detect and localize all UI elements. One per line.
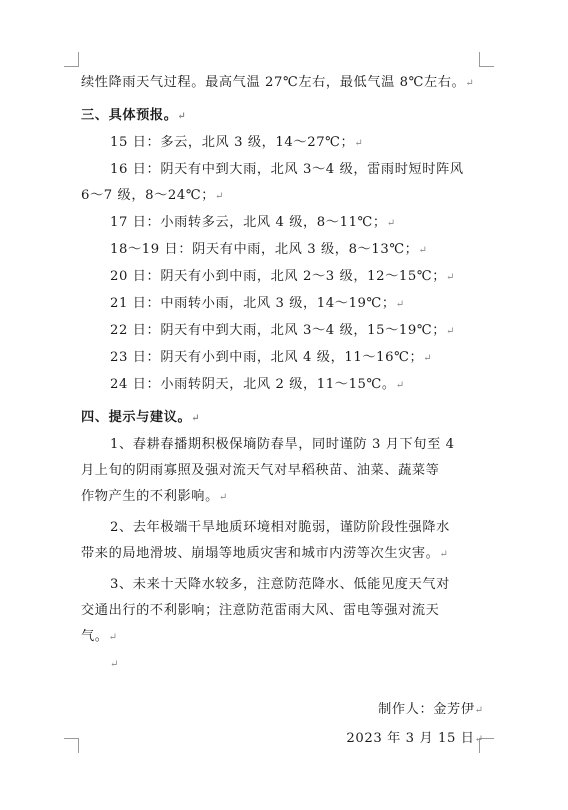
paragraph-mark: ↵ [395,299,405,310]
crop-mark-bottom-left [64,738,79,753]
section-heading-forecast: 三、具体预报。↵ [81,108,186,123]
crop-mark-top-left [64,52,79,67]
tip-line: 1、春耕春播期积极保墒防春旱，同时谨防 3 月下旬至 4 [110,437,455,452]
paragraph-intro-tail: 续性降雨天气过程。最高气温 27℃左右，最低气温 8℃左右。↵ [81,75,474,90]
paragraph-mark: ↵ [215,191,224,202]
tip-line: 交通出行的不利影响；注意防范雷雨大风、雷电等强对流天 [81,603,440,618]
paragraph-mark: ↵ [423,353,432,364]
section-heading-tips: 四、提示与建议。↵ [81,410,200,425]
empty-paragraph [81,651,489,677]
paragraph-mark: ↵ [465,78,474,89]
forecast-line: 21 日：中雨转小雨，北风 3 级，14～19℃；↵ [110,296,405,311]
paragraph-mark: ↵ [418,245,427,256]
paragraph-mark: ↵ [474,734,483,745]
forecast-line: 15 日：多云，北风 3 级，14～27℃；↵ [110,135,363,150]
paragraph-mark: ↵ [439,549,448,560]
author-line: 制作人：金芳伊↵ [378,702,483,717]
paragraph-mark: ↵ [191,413,200,424]
date-line: 2023 年 3 月 15 日↵ [346,731,483,746]
crop-mark-top-right [479,52,494,67]
paragraph-mark: ↵ [386,218,396,229]
forecast-line-continued: 6～7 级，8～24℃；↵ [81,188,224,203]
forecast-line: 16 日：阴天有中到大雨，北风 3～4 级，雷雨时短时阵风 [110,162,464,177]
paragraph-mark: ↵ [474,705,483,716]
forecast-line: 22 日：阴天有中到大雨，北风 3～4 级，15～19℃；↵ [110,323,455,338]
paragraph-mark: ↵ [218,492,228,503]
tip-line: 月上旬的阴雨寡照及强对流天气对早稻秧苗、油菜、蔬菜等 [81,463,440,478]
forecast-line: 18～19 日：阴天有中雨，北风 3 级，8～13℃；↵ [110,242,427,257]
tip-line: 带来的局地滑坡、崩塌等地质灾害和城市内涝等次生灾害。↵ [81,546,448,561]
paragraph-mark: ↵ [110,659,119,670]
tip-line: 气。↵ [81,629,117,644]
document-body[interactable] [81,70,489,753]
forecast-line: 17 日：小雨转多云，北风 4 级，8～11℃；↵ [110,215,396,230]
forecast-line: 20 日：阴天有小到中雨，北风 2～3 级，12～15℃；↵ [110,269,455,284]
paragraph-mark: ↵ [108,632,117,643]
paragraph-mark: ↵ [177,111,186,122]
paragraph-mark: ↵ [354,138,363,149]
paragraph-mark: ↵ [446,272,455,283]
tip-line: 2、去年极端干旱地质环境相对脆弱，谨防阶段性强降水 [110,520,450,535]
paragraph-mark: ↵ [395,380,405,391]
forecast-line: 23 日：阴天有小到中雨，北风 4 级，11～16℃；↵ [110,350,432,365]
tip-line: 3、未来十天降水较多，注意防范降水、低能见度天气对 [110,577,450,592]
forecast-line: 24 日：小雨转阴天，北风 2 级，11～15℃。↵ [110,377,405,392]
tip-line: 作物产生的不利影响。↵ [81,489,228,504]
paragraph-mark: ↵ [446,326,455,337]
